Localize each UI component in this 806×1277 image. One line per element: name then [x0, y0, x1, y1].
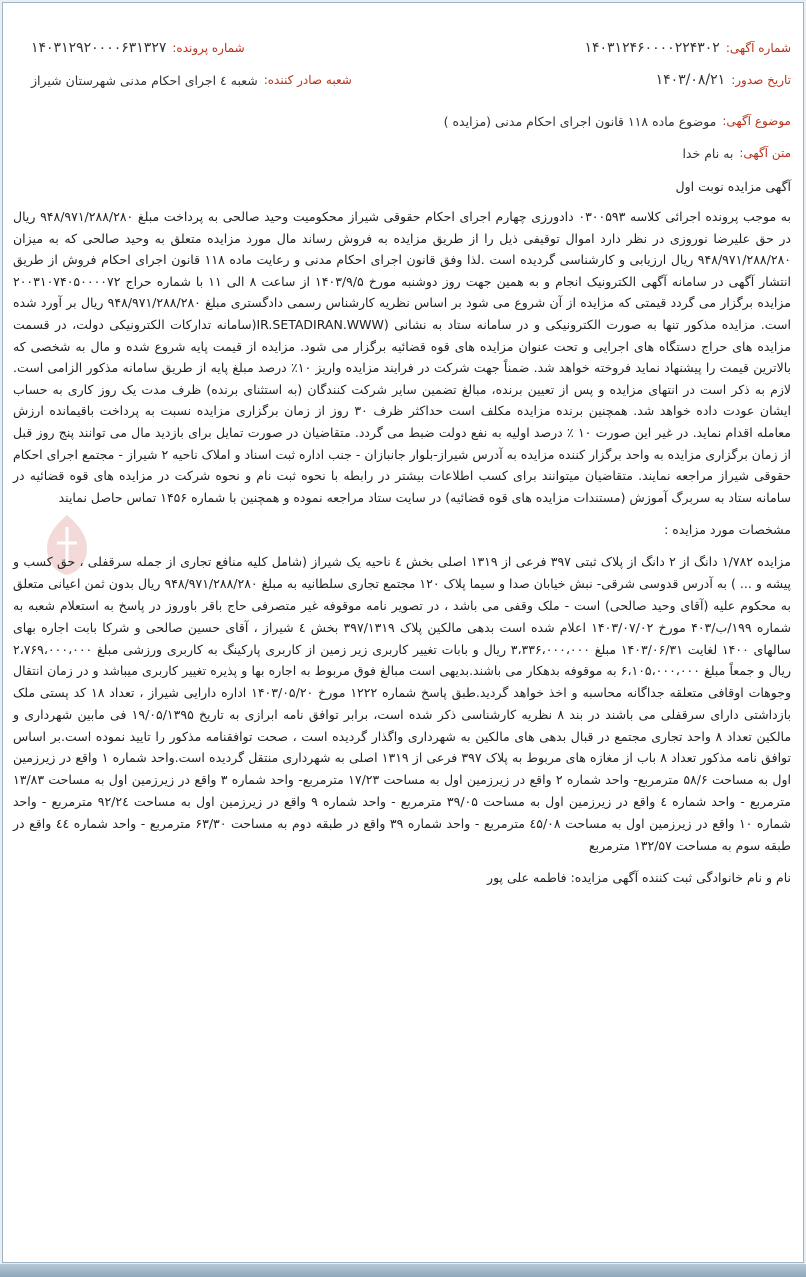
notice-body: به موجب پرونده اجرائی کلاسه ۰۳۰۰۵۹۳ دادورزی چهارم اجرای احکام حقوقی شیراز محکومیت وحید صالحی به پرداخت مبلغ ۹۴۸/۹۷۱/۲۸۸/۲۸۰ ریال در حق علیرضا نوروزی در نظر دارد اموال توقیفی ذیل را از طریق مزایده به فروش رساند مال مورد مزایده متعلق به وحید صالحی که به میزان ۹۴۸/۹۷۱/۲۸۸/۲۸۰ ریال ارزیابی و کارشناسی گردیده است .لذا وفق قانون اجرای احکام مدنی و رعایت ماده ۱۱۸ قانون اجرای احکام فروش از طریق انتشار آگهی در سامانه آگهی الکترونیک انجام و به همین جهت روز دوشنبه مورخ ۱۴۰۳/۹/۵ از ساعت ۸ الی ۱۱ با شماره حراج ۲۰۰۳۱۰۷۴۰۵۰۰۰۰۷۲ مزایده برگزار می گردد قیمتی که مزایده از آن شروع می شود بر اساس نظریه کارشناس رسمی دادگستری مبلغ ۹۴۸/۹۷۱/۲۸۸/۲۸۰ ریال بر آورد شده است. مزایده مذکور تنها به صورت الکترونیکی و در سامانه ستاد به نشانی (IR.SETADIRAN.WWW(سامانه تدارکات الکترونیکی دولت، در قسمت مزایده های حراج دستگاه های اجرایی و تحت عنوان مزایده های قوه قضائیه برگزار می شود. مزایده از قیمت پایه شروع شده و مال به شخصی که بالاترین قیمت را پیشنهاد نماید فروخته خواهد شد. ضمناً جهت شرکت در فرایند مزایده واریز ۱۰٪ درصد مبلغ پایه از طریق سامانه مذکور الزامی است. لازم به ذکر است در انتهای مزایده و پس از تعیین برنده، مبالغ تضمین سایر شرکت کنندگان (به استثنای برنده) ظرف مدت یک روز کاری به حساب ایشان عودت داده خواهد شد. همچنین برنده مزایده مکلف است حداکثر ظرف ۳۰ روز از زمان برگزاری مزایده نسبت به پرداخت باقیمانده ارزش معامله اقدام نماید. در غیر این صورت ۱۰ ٪ درصد اولیه به نفع دولت ضبط می گردد. متقاضیان در صورت تمایل برای بازدید مال می توانند پنج روز قبل از زمان برگزاری مزایده به واحد برگزار کننده مزایده به آدرس شیراز-بلوار جانبازان - جنب اداره ثبت اسناد و املاک ناحیه ۲ شیراز - مجتمع اجرای احکام حقوقی شیراز مراجعه نمایند. متقاضیان میتوانند برای کسب اطلاعات بیشتر در رابطه با نحوه ثبت نام و نحوه شرکت در مزایده های قوه قضائیه در سامانه ستاد به سربرگ آموزش (مستندات مزایده های قوه قضائیه) در سایت ستاد مراجعه نموده و همچنین با شماره ۱۴۵۶ تماس حاصل نمایند: [13, 209, 792, 505]
issuing-branch-value: شعبه ٤ اجرای احکام مدنی شهرستان شیراز: [31, 72, 258, 88]
notice-content: [3, 3, 803, 885]
issue-date-label: تاریخ صدور:: [731, 73, 791, 87]
issue-date-value: ۱۴۰۳/۰۸/۲۱: [655, 72, 726, 88]
subject-value: موضوع ماده ۱۱۸ قانون اجرای احکام مدنی (مزایده ): [443, 113, 717, 129]
ad-text-value: به نام خدا: [682, 145, 734, 161]
meta-row-date-branch: [13, 67, 791, 93]
issuing-branch: [13, 73, 449, 88]
registrar-name: نام و نام خانوادگی ثبت کننده آگهی مزایده: فاطمه علی پور: [487, 870, 791, 886]
notice-title: آگهی مزایده نوبت اول: [675, 179, 791, 194]
ad-text-row: [13, 141, 791, 165]
specs-text: مزایده ۱/۷۸۲ دانگ از ۲ دانگ از پلاک ثبتی ۳۹۷ فرعی از ۱۳۱۹ اصلی بخش ٤ ناحیه یک شیراز (شامل کلیه منافع تجاری از جمله سرقفلی ، حق کسب و پیشه و ... ) به آدرس قدوسی شرقی- نبش خیابان صدا و سیما پلاک ۱۲۰ مجتمع تجاری سلطانیه به مبلغ ۹۴۸/۹۷۱/۲۸۸/۲۸۰ ریال بدون ثمن اعیانی متعلق به محکوم علیه (آقای وحید صالحی) است - ملک وقفی می باشد ، در تصویر نامه موقوفه غیر متصرفی حاج باقر باوروز در پاسخ به استعلام شعبه به شماره ۱۹۹/ب/۴۰۳ مورخ ۱۴۰۳/۰۷/۰۲ اعلام شده است بدهی مالکین پلاک ۳۹۷/۱۳۱۹ بخش ٤ شیراز ، آقای حسین صالحی و شرکا بابت اجاره بهای سالهای ۱۴۰۰ لغایت ۱۴۰۳/۰۶/۳۱ مبلغ ۳،۳۳۶،۰۰۰،۰۰۰ ریال و بابات تغییر کاربری زیر زمین از کاربری پارکینگ به کاربری ورزشی مبلغ ۲،۷۶۹،۰۰۰،۰۰۰ ریال و جمعاً مبلغ ۶،۱۰۵،۰۰۰،۰۰۰ به موقوفه بدهکار می باشند.بدیهی است مبالغ فوق مربوط به اجاره بها و پذیره تغییر کاربری میباشد و در زمان انتقال وجوهات اوقافی متعلقه جداگانه محاسبه و اخذ خواهد گردید.طبق پاسخ شماره ۱۲۲۲ مورخ ۱۴۰۳/۰۵/۲۰ اداره دارایی شیراز ، تعداد ۱۸ کد پستی ملک بازداشتی دارای سرقفلی می باشند در بند ۸ نظریه کارشناسی ذکر شده است، برابر توافق نامه ابرازی به تاریخ ۱۹/۰۵/۱۳۹۵ فی مابین شهرداری و مالکین تعداد ۸ واحد تجاری مجتمع در قبال بدهی های مالکین به شهرداری واگذار گردیده است ، صحت توافقنامه مذکور را تایید نموده است.بر اساس توافق نامه مذکور تعداد ۸ باب از مغازه های مربوط به پلاک ۳۹۷ فرعی از ۱۳۱۹ اصلی به شهرداری منتقل گردیده است.واحد شماره ۱ واقع در زیرزمین اول به مساحت ۵۸/۶ مترمربع- واحد شماره ۲ واقع در زیرزمین اول به مساحت ۱۷/۲۳ مترمربع- واحد شماره ۳ واقع در زیرزمین اول به مساحت ۱۳/۸۳ مترمربع - واحد شماره ٤ واقع در زیرزمین اول به مساحت ۳۹/۰۵ مترمربع - واحد شماره ۹ واقع در زیرزمین اول به مساحت ۹۲/۲٤ مترمربع - واحد شماره ۱۰ واقع در زیرزمین اول به مساحت ٤۵/۰۸ مترمربع - واحد شماره ۳۹ واقع در طبقه دوم به مساحت ۶۳/۳۰ مترمربع - واحد شماره ٤٤ واقع در طبقه سوم به مساحت ۱۳۲/۵۷ مترمربع: [13, 554, 792, 853]
ad-text-label: متن آگهی:: [739, 146, 791, 160]
ad-number-value: ۱۴۰۳۱۲۴۶۰۰۰۰۲۲۴۳۰۲: [584, 40, 720, 56]
case-number-value: ۱۴۰۳۱۲۹۲۰۰۰۰۶۳۱۳۲۷: [31, 40, 167, 56]
bottom-bar: [0, 1264, 806, 1277]
issuing-branch-label: شعبه صادر کننده:: [263, 73, 352, 87]
specs-heading: مشخصات مورد مزایده :: [664, 522, 791, 538]
case-number: [13, 40, 449, 56]
meta-row-numbers: [13, 35, 791, 61]
issue-date: [449, 72, 791, 88]
ad-number-label: شماره آگهی:: [725, 41, 791, 55]
notice-frame: [2, 2, 804, 1263]
subject-row: [13, 109, 791, 133]
subject-label: موضوع آگهی:: [722, 114, 791, 128]
ad-number: [449, 40, 791, 56]
case-number-label: شماره پرونده:: [172, 41, 245, 55]
